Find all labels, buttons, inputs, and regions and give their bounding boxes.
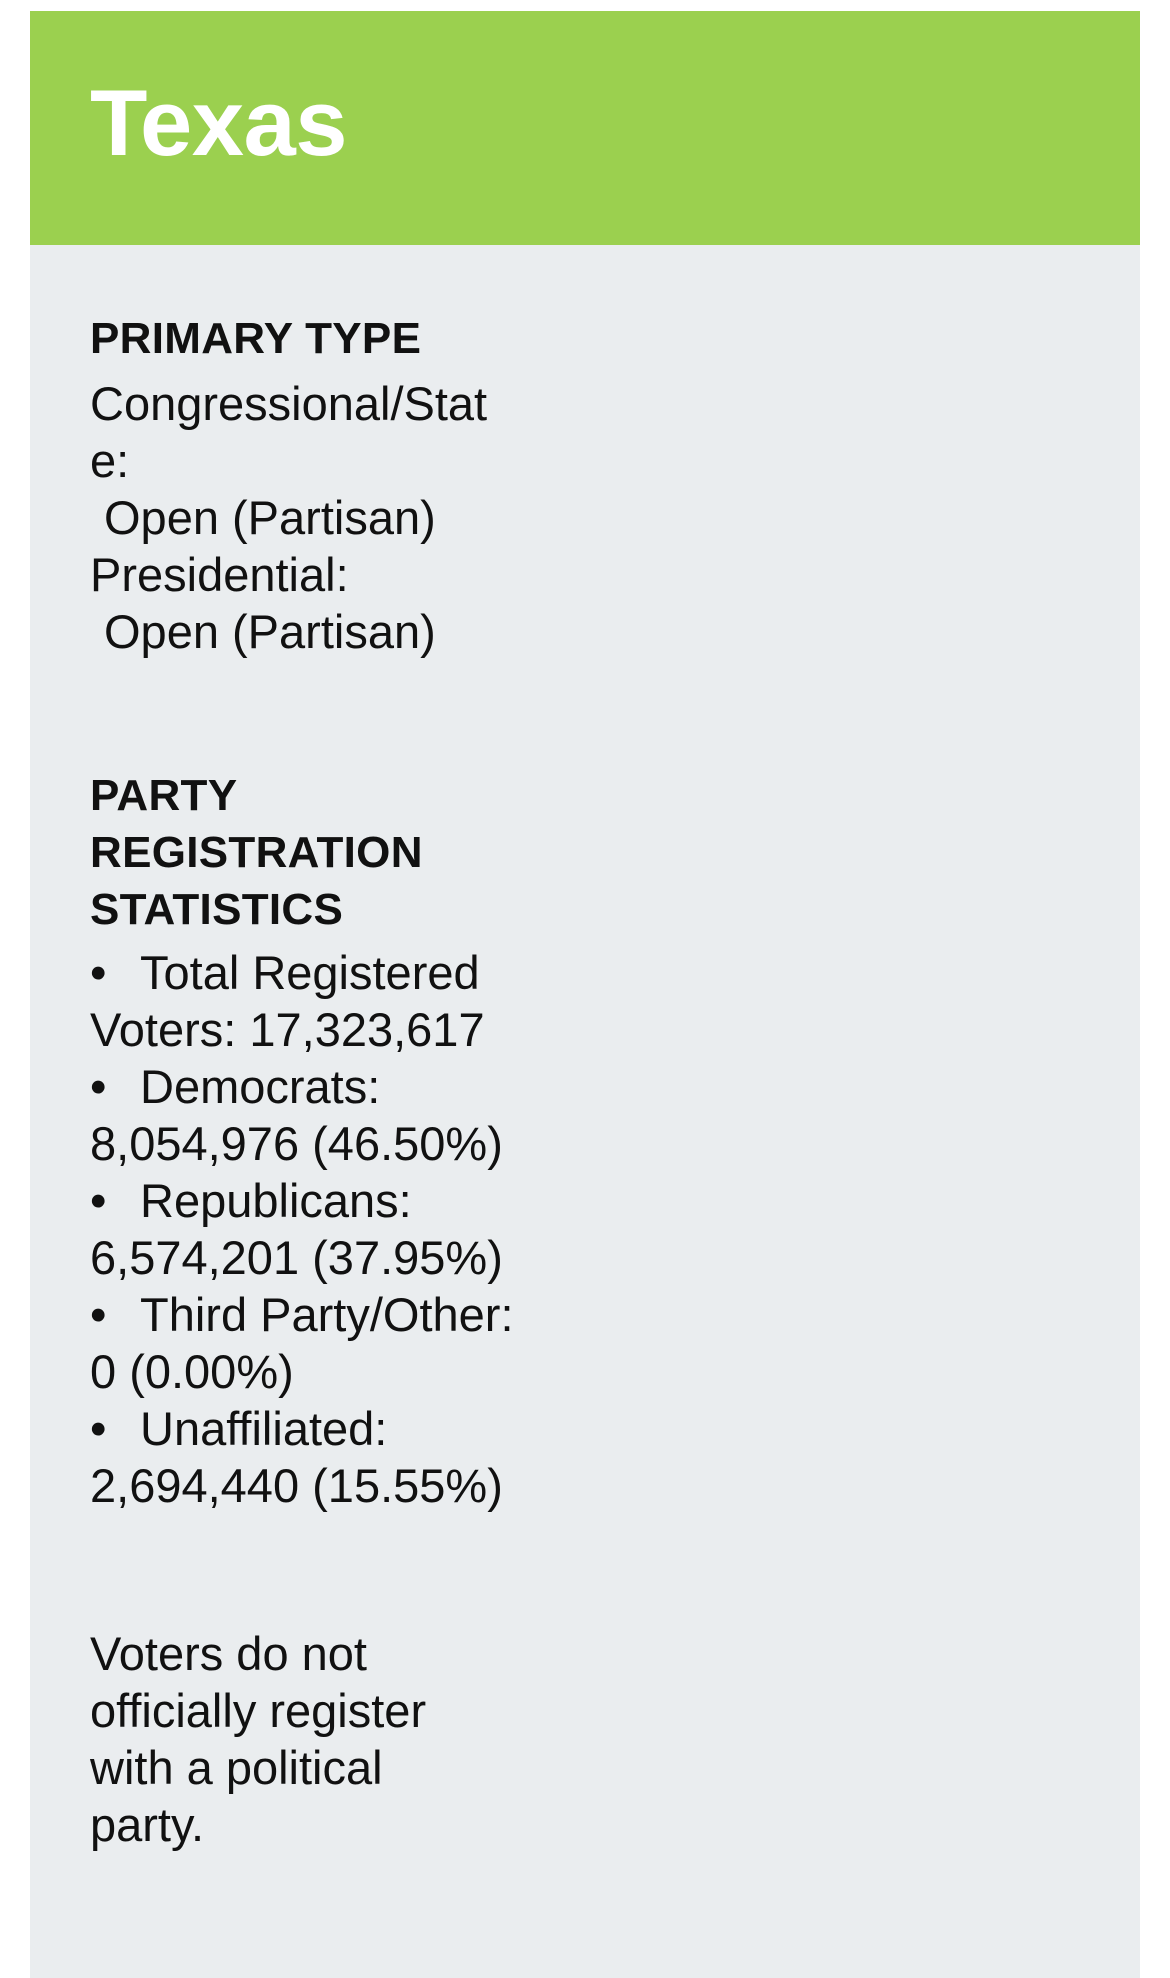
stat-label: Third Party/Other: — [140, 1288, 514, 1341]
primary-type-section — [90, 310, 590, 660]
state-content — [90, 310, 590, 1853]
stat-value: 0 (0.00%) — [90, 1345, 294, 1398]
party-heading-line1: PARTY — [90, 771, 238, 820]
stat-item-democrats — [90, 1058, 590, 1172]
state-card — [30, 11, 1140, 1978]
congressional-value: Open (Partisan) — [104, 491, 436, 544]
stat-label: Democrats: — [140, 1060, 381, 1113]
bullet-icon: • — [90, 1060, 107, 1113]
stat-value: Voters: 17,323,617 — [90, 1003, 485, 1056]
stat-item-unaffiliated — [90, 1400, 590, 1514]
congressional-label-line1: Congressional/Stat — [90, 377, 488, 430]
bullet-icon: • — [90, 946, 107, 999]
note-line3: with a political — [90, 1741, 383, 1794]
note-line1: Voters do not — [90, 1627, 367, 1680]
stat-item-republicans — [90, 1172, 590, 1286]
primary-type-details — [90, 375, 590, 660]
presidential-label: Presidential: — [90, 548, 349, 601]
note-line4: party. — [90, 1798, 205, 1851]
bullet-icon: • — [90, 1174, 107, 1227]
bullet-icon: • — [90, 1288, 107, 1341]
party-registration-section — [90, 767, 590, 1514]
party-stats-list — [90, 944, 590, 1514]
party-registration-heading — [90, 767, 590, 938]
stat-label: Total Registered — [140, 946, 480, 999]
stat-item-total — [90, 944, 590, 1058]
stat-value: 6,574,201 (37.95%) — [90, 1231, 503, 1284]
stat-value: 8,054,976 (46.50%) — [90, 1117, 503, 1170]
presidential-value: Open (Partisan) — [104, 605, 436, 658]
stat-label: Republicans: — [140, 1174, 412, 1227]
stat-label: Unaffiliated: — [140, 1402, 388, 1455]
state-header — [30, 11, 1140, 245]
state-title: Texas — [90, 70, 348, 175]
stat-value: 2,694,440 (15.55%) — [90, 1459, 503, 1512]
stat-item-third-party — [90, 1286, 590, 1400]
primary-type-heading: PRIMARY TYPE — [90, 314, 422, 363]
party-heading-line2: REGISTRATION — [90, 828, 423, 877]
note-line2: officially register — [90, 1684, 427, 1737]
bullet-icon: • — [90, 1402, 107, 1455]
registration-note — [90, 1625, 510, 1853]
congressional-label-line2: e: — [90, 434, 130, 487]
party-heading-line3: STATISTICS — [90, 885, 344, 934]
